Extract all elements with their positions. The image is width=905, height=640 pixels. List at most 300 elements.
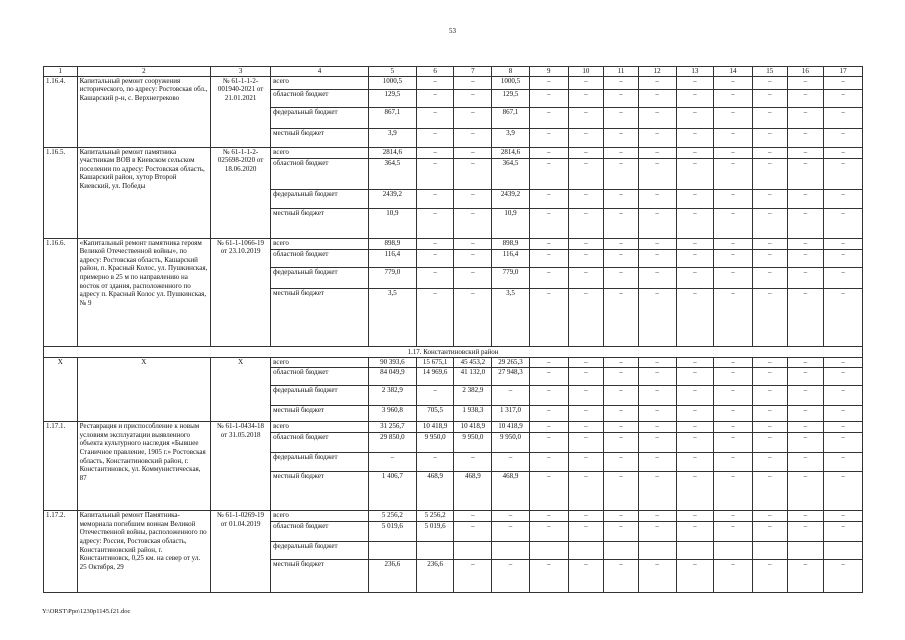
funding-source: федеральный бюджет: [271, 386, 369, 406]
dash-cell: –: [676, 158, 714, 189]
dash-cell: –: [714, 208, 753, 238]
dash-cell: –: [787, 422, 824, 433]
dash-cell: –: [714, 76, 753, 89]
amount-cell: 3,9: [492, 128, 530, 147]
dash-cell: –: [676, 472, 714, 511]
document-number: № 61-1-1-2-001940-2021 от 21.01.2021: [211, 76, 271, 147]
dash-cell: –: [529, 89, 568, 107]
amount-cell: 468,9: [492, 472, 530, 511]
dash-cell: –: [714, 433, 753, 453]
dash-cell: –: [752, 238, 787, 249]
file-path-footer: Y:\ORST\Ppo\1230p1145.f21.doc: [42, 608, 131, 615]
dash-cell: –: [714, 453, 753, 472]
amount-cell: –: [416, 386, 454, 406]
dash-cell: –: [604, 422, 639, 433]
object-name: Х: [77, 358, 210, 422]
amount-cell: 2 382,9: [454, 386, 492, 406]
dash-cell: –: [787, 107, 824, 128]
amount-cell: –: [454, 158, 492, 189]
dash-cell: –: [676, 368, 714, 386]
dash-cell: –: [824, 511, 863, 522]
dash-cell: –: [714, 358, 753, 368]
dash-cell: –: [787, 249, 824, 267]
amount-cell: 779,0: [492, 267, 530, 288]
object-name: Капитальный ремонт сооружения исторического, по адресу: Ростовская обл., Кашарский р-н, с. Верхнегреково: [77, 76, 210, 147]
dash-cell: –: [568, 267, 604, 288]
dash-cell: –: [676, 406, 714, 422]
dash-cell: –: [824, 453, 863, 472]
dash-cell: –: [676, 422, 714, 433]
amount-cell: –: [454, 147, 492, 158]
column-header: 7: [454, 67, 492, 77]
section-title: 1.17. Константиновский район: [44, 346, 863, 358]
amount-cell: 31 256,7: [368, 422, 416, 433]
column-header: 6: [416, 67, 454, 77]
dash-cell: –: [638, 128, 676, 147]
dash-cell: –: [787, 560, 824, 593]
document-number: № 61-1-1-2-025698-2020 от 18.06.2020: [211, 147, 271, 238]
dash-cell: [638, 542, 676, 560]
dash-cell: –: [638, 76, 676, 89]
column-header: 8: [492, 67, 530, 77]
amount-cell: 116,4: [492, 249, 530, 267]
amount-cell: 705,5: [416, 406, 454, 422]
dash-cell: –: [568, 368, 604, 386]
dash-cell: –: [676, 433, 714, 453]
dash-cell: –: [676, 267, 714, 288]
column-header: 3: [211, 67, 271, 77]
dash-cell: –: [824, 189, 863, 208]
column-header: 5: [368, 67, 416, 77]
dash-cell: –: [714, 189, 753, 208]
dash-cell: –: [824, 358, 863, 368]
funding-source: областной бюджет: [271, 158, 369, 189]
dash-cell: –: [568, 560, 604, 593]
dash-cell: –: [568, 208, 604, 238]
amount-cell: 468,9: [416, 472, 454, 511]
amount-cell: 867,1: [492, 107, 530, 128]
amount-cell: –: [454, 288, 492, 346]
amount-cell: 1 406,7: [368, 472, 416, 511]
dash-cell: –: [676, 453, 714, 472]
amount-cell: –: [492, 522, 530, 542]
dash-cell: –: [787, 189, 824, 208]
dash-cell: –: [676, 238, 714, 249]
amount-cell: –: [454, 128, 492, 147]
dash-cell: –: [529, 288, 568, 346]
amount-cell: 468,9: [454, 472, 492, 511]
dash-cell: –: [752, 249, 787, 267]
dash-cell: –: [568, 107, 604, 128]
amount-cell: –: [492, 386, 530, 406]
dash-cell: –: [638, 560, 676, 593]
amount-cell: 5 019,6: [416, 522, 454, 542]
dash-cell: [787, 542, 824, 560]
dash-cell: –: [604, 511, 639, 522]
document-number: № 61-1-1066-19 от 23.10.2019: [211, 238, 271, 346]
amount-cell: –: [454, 511, 492, 522]
document-number: № 61-1-0434-18 от 31.05.2018: [211, 422, 271, 511]
dash-cell: –: [604, 368, 639, 386]
row-number: Х: [44, 358, 78, 422]
dash-cell: –: [824, 472, 863, 511]
amount-cell: 236,6: [416, 560, 454, 593]
dash-cell: –: [568, 406, 604, 422]
dash-cell: –: [824, 128, 863, 147]
amount-cell: –: [454, 453, 492, 472]
document-number: № 61-1-0269-19 от 01.04.2019: [211, 511, 271, 593]
amount-cell: 10 418,9: [492, 422, 530, 433]
amount-cell: 5 256,2: [368, 511, 416, 522]
dash-cell: –: [638, 147, 676, 158]
dash-cell: –: [568, 189, 604, 208]
dash-cell: –: [752, 453, 787, 472]
dash-cell: –: [604, 472, 639, 511]
dash-cell: –: [676, 358, 714, 368]
object-name: Капитальный ремонт Памятника-мемориала погибшим воинам Великой Отечественной войны, расположенного по адресу: Россия, Ростовская область, Константиновский район, г. Константиновск, 0,25 км. на север от ул. 25 Октября, 29: [77, 511, 210, 593]
dash-cell: –: [676, 89, 714, 107]
amount-cell: 84 049,9: [368, 368, 416, 386]
amount-cell: 10 418,9: [454, 422, 492, 433]
dash-cell: –: [752, 472, 787, 511]
dash-cell: –: [638, 386, 676, 406]
amount-cell: –: [454, 189, 492, 208]
funding-source: всего: [271, 422, 369, 433]
dash-cell: –: [529, 511, 568, 522]
amount-cell: 779,0: [368, 267, 416, 288]
dash-cell: –: [529, 238, 568, 249]
amount-cell: 15 675,1: [416, 358, 454, 368]
table-row: [44, 76, 863, 89]
dash-cell: –: [714, 128, 753, 147]
amount-cell: [368, 542, 416, 560]
dash-cell: –: [529, 406, 568, 422]
dash-cell: –: [752, 208, 787, 238]
funding-source: всего: [271, 147, 369, 158]
funding-source: всего: [271, 358, 369, 368]
dash-cell: [568, 542, 604, 560]
dash-cell: –: [604, 189, 639, 208]
dash-cell: –: [638, 267, 676, 288]
dash-cell: –: [787, 128, 824, 147]
amount-cell: –: [416, 208, 454, 238]
table-row: [44, 358, 863, 368]
amount-cell: 14 969,6: [416, 368, 454, 386]
amount-cell: 116,4: [368, 249, 416, 267]
program-table: [43, 66, 863, 593]
amount-cell: –: [416, 128, 454, 147]
dash-cell: –: [638, 189, 676, 208]
amount-cell: –: [416, 76, 454, 89]
amount-cell: –: [416, 288, 454, 346]
dash-cell: –: [638, 208, 676, 238]
dash-cell: –: [787, 89, 824, 107]
dash-cell: –: [676, 147, 714, 158]
dash-cell: –: [529, 76, 568, 89]
dash-cell: –: [787, 147, 824, 158]
dash-cell: –: [752, 267, 787, 288]
dash-cell: –: [676, 511, 714, 522]
dash-cell: –: [568, 522, 604, 542]
amount-cell: –: [454, 107, 492, 128]
dash-cell: –: [529, 158, 568, 189]
dash-cell: –: [752, 560, 787, 593]
amount-cell: –: [416, 267, 454, 288]
dash-cell: –: [714, 267, 753, 288]
dash-cell: –: [604, 147, 639, 158]
funding-source: областной бюджет: [271, 522, 369, 542]
funding-source: местный бюджет: [271, 560, 369, 593]
dash-cell: –: [714, 422, 753, 433]
dash-cell: –: [529, 560, 568, 593]
object-name: «Капитальный ремонт памятника героям Великой Отечественной войны», по адресу: Ростовская область, Кашарский район, п. Красный Колос, ул. Пушкинская, примерно в 25 м по направлению на восток от здания, расположенного по адресу п. Красный Колос ул. Пушкинская, № 9: [77, 238, 210, 346]
dash-cell: –: [824, 107, 863, 128]
section-row: [44, 346, 863, 358]
dash-cell: –: [604, 249, 639, 267]
amount-cell: 29 850,0: [368, 433, 416, 453]
dash-cell: –: [752, 158, 787, 189]
amount-cell: 41 132,0: [454, 368, 492, 386]
dash-cell: –: [714, 158, 753, 189]
dash-cell: –: [529, 267, 568, 288]
amount-cell: 129,5: [492, 89, 530, 107]
amount-cell: 1 317,0: [492, 406, 530, 422]
dash-cell: –: [787, 267, 824, 288]
dash-cell: –: [568, 453, 604, 472]
amount-cell: 10,9: [368, 208, 416, 238]
dash-cell: –: [638, 433, 676, 453]
page-number: 53: [449, 27, 456, 35]
amount-cell: 3 960,8: [368, 406, 416, 422]
amount-cell: 867,1: [368, 107, 416, 128]
dash-cell: –: [787, 406, 824, 422]
amount-cell: –: [454, 522, 492, 542]
dash-cell: –: [752, 288, 787, 346]
amount-cell: –: [454, 238, 492, 249]
funding-source: местный бюджет: [271, 208, 369, 238]
amount-cell: 2814,6: [492, 147, 530, 158]
column-header: 15: [752, 67, 787, 77]
dash-cell: –: [604, 89, 639, 107]
dash-cell: –: [752, 89, 787, 107]
dash-cell: –: [568, 386, 604, 406]
dash-cell: [529, 542, 568, 560]
dash-cell: –: [604, 208, 639, 238]
dash-cell: –: [676, 76, 714, 89]
dash-cell: –: [529, 453, 568, 472]
funding-source: федеральный бюджет: [271, 107, 369, 128]
dash-cell: –: [714, 406, 753, 422]
column-header: 16: [787, 67, 824, 77]
amount-cell: –: [416, 107, 454, 128]
dash-cell: –: [568, 89, 604, 107]
table-row: [44, 238, 863, 249]
dash-cell: –: [568, 358, 604, 368]
funding-source: федеральный бюджет: [271, 189, 369, 208]
dash-cell: –: [714, 522, 753, 542]
funding-source: местный бюджет: [271, 128, 369, 147]
amount-cell: –: [454, 89, 492, 107]
row-number: 1.16.4.: [44, 76, 78, 147]
dash-cell: –: [824, 249, 863, 267]
dash-cell: –: [787, 522, 824, 542]
funding-source: областной бюджет: [271, 89, 369, 107]
amount-cell: –: [454, 76, 492, 89]
dash-cell: –: [529, 522, 568, 542]
amount-cell: 1000,5: [492, 76, 530, 89]
column-header: 12: [638, 67, 676, 77]
dash-cell: –: [752, 147, 787, 158]
dash-cell: –: [568, 472, 604, 511]
amount-cell: 29 265,3: [492, 358, 530, 368]
amount-cell: –: [416, 89, 454, 107]
dash-cell: –: [752, 76, 787, 89]
column-header: 4: [271, 67, 369, 77]
column-header: 1: [44, 67, 78, 77]
funding-source: местный бюджет: [271, 472, 369, 511]
dash-cell: –: [714, 560, 753, 593]
dash-cell: –: [604, 76, 639, 89]
dash-cell: –: [752, 433, 787, 453]
amount-cell: 9 950,0: [416, 433, 454, 453]
amount-cell: 5 019,6: [368, 522, 416, 542]
dash-cell: –: [824, 76, 863, 89]
funding-source: федеральный бюджет: [271, 267, 369, 288]
dash-cell: –: [638, 238, 676, 249]
dash-cell: –: [604, 406, 639, 422]
dash-cell: [604, 542, 639, 560]
funding-source: всего: [271, 511, 369, 522]
dash-cell: –: [638, 158, 676, 189]
funding-source: областной бюджет: [271, 433, 369, 453]
dash-cell: –: [638, 368, 676, 386]
dash-cell: –: [714, 147, 753, 158]
amount-cell: 2439,2: [492, 189, 530, 208]
dash-cell: –: [787, 358, 824, 368]
amount-cell: 364,5: [492, 158, 530, 189]
row-number: 1.17.1.: [44, 422, 78, 511]
dash-cell: –: [529, 208, 568, 238]
amount-cell: 9 950,0: [454, 433, 492, 453]
dash-cell: [824, 542, 863, 560]
amount-cell: 236,6: [368, 560, 416, 593]
dash-cell: –: [638, 511, 676, 522]
dash-cell: –: [568, 511, 604, 522]
dash-cell: –: [529, 358, 568, 368]
dash-cell: –: [604, 386, 639, 406]
dash-cell: –: [752, 386, 787, 406]
dash-cell: [752, 542, 787, 560]
dash-cell: –: [568, 288, 604, 346]
dash-cell: –: [676, 560, 714, 593]
dash-cell: –: [638, 288, 676, 346]
dash-cell: –: [568, 433, 604, 453]
dash-cell: –: [824, 238, 863, 249]
row-number: 1.17.2.: [44, 511, 78, 593]
dash-cell: –: [568, 158, 604, 189]
amount-cell: 1 938,3: [454, 406, 492, 422]
dash-cell: –: [676, 208, 714, 238]
dash-cell: –: [676, 128, 714, 147]
amount-cell: –: [416, 453, 454, 472]
amount-cell: 90 393,6: [368, 358, 416, 368]
dash-cell: –: [676, 107, 714, 128]
table-row: [44, 511, 863, 522]
funding-source: всего: [271, 76, 369, 89]
table-row: [44, 147, 863, 158]
dash-cell: [714, 542, 753, 560]
dash-cell: –: [638, 472, 676, 511]
dash-cell: –: [752, 128, 787, 147]
dash-cell: –: [752, 406, 787, 422]
amount-cell: 129,5: [368, 89, 416, 107]
dash-cell: –: [676, 288, 714, 346]
dash-cell: –: [529, 433, 568, 453]
dash-cell: –: [824, 158, 863, 189]
amount-cell: –: [454, 267, 492, 288]
dash-cell: –: [638, 358, 676, 368]
dash-cell: –: [714, 89, 753, 107]
dash-cell: –: [714, 511, 753, 522]
amount-cell: –: [416, 238, 454, 249]
dash-cell: –: [676, 249, 714, 267]
dash-cell: –: [604, 560, 639, 593]
column-header: 13: [676, 67, 714, 77]
dash-cell: –: [676, 386, 714, 406]
amount-cell: –: [416, 189, 454, 208]
dash-cell: –: [638, 453, 676, 472]
amount-cell: 9 950,0: [492, 433, 530, 453]
dash-cell: –: [714, 386, 753, 406]
dash-cell: –: [714, 249, 753, 267]
dash-cell: –: [714, 107, 753, 128]
amount-cell: –: [368, 453, 416, 472]
dash-cell: –: [529, 107, 568, 128]
funding-source: федеральный бюджет: [271, 453, 369, 472]
amount-cell: –: [454, 560, 492, 593]
amount-cell: [492, 542, 530, 560]
dash-cell: –: [752, 422, 787, 433]
dash-cell: –: [604, 158, 639, 189]
column-header: 2: [77, 67, 210, 77]
amount-cell: 10,9: [492, 208, 530, 238]
amount-cell: 45 453,2: [454, 358, 492, 368]
dash-cell: –: [604, 433, 639, 453]
dash-cell: –: [529, 128, 568, 147]
dash-cell: –: [752, 522, 787, 542]
amount-cell: –: [416, 249, 454, 267]
column-header: 10: [568, 67, 604, 77]
amount-cell: 2439,2: [368, 189, 416, 208]
dash-cell: –: [529, 249, 568, 267]
funding-source: всего: [271, 238, 369, 249]
document-number: Х: [211, 358, 271, 422]
dash-cell: –: [604, 238, 639, 249]
amount-cell: 898,9: [368, 238, 416, 249]
column-header: 17: [824, 67, 863, 77]
amount-cell: –: [492, 511, 530, 522]
amount-cell: 5 256,2: [416, 511, 454, 522]
dash-cell: –: [714, 472, 753, 511]
object-name: Капитальный ремонт памятника участникам ВОВ в Киевском сельском поселении по адресу: Ростовская область, Кашарский район, хутор Второй Киевский, ул. Победы: [77, 147, 210, 238]
amount-cell: [454, 542, 492, 560]
dash-cell: –: [714, 288, 753, 346]
amount-cell: –: [416, 158, 454, 189]
dash-cell: –: [604, 267, 639, 288]
amount-cell: 364,5: [368, 158, 416, 189]
amount-cell: 1000,5: [368, 76, 416, 89]
dash-cell: –: [529, 386, 568, 406]
